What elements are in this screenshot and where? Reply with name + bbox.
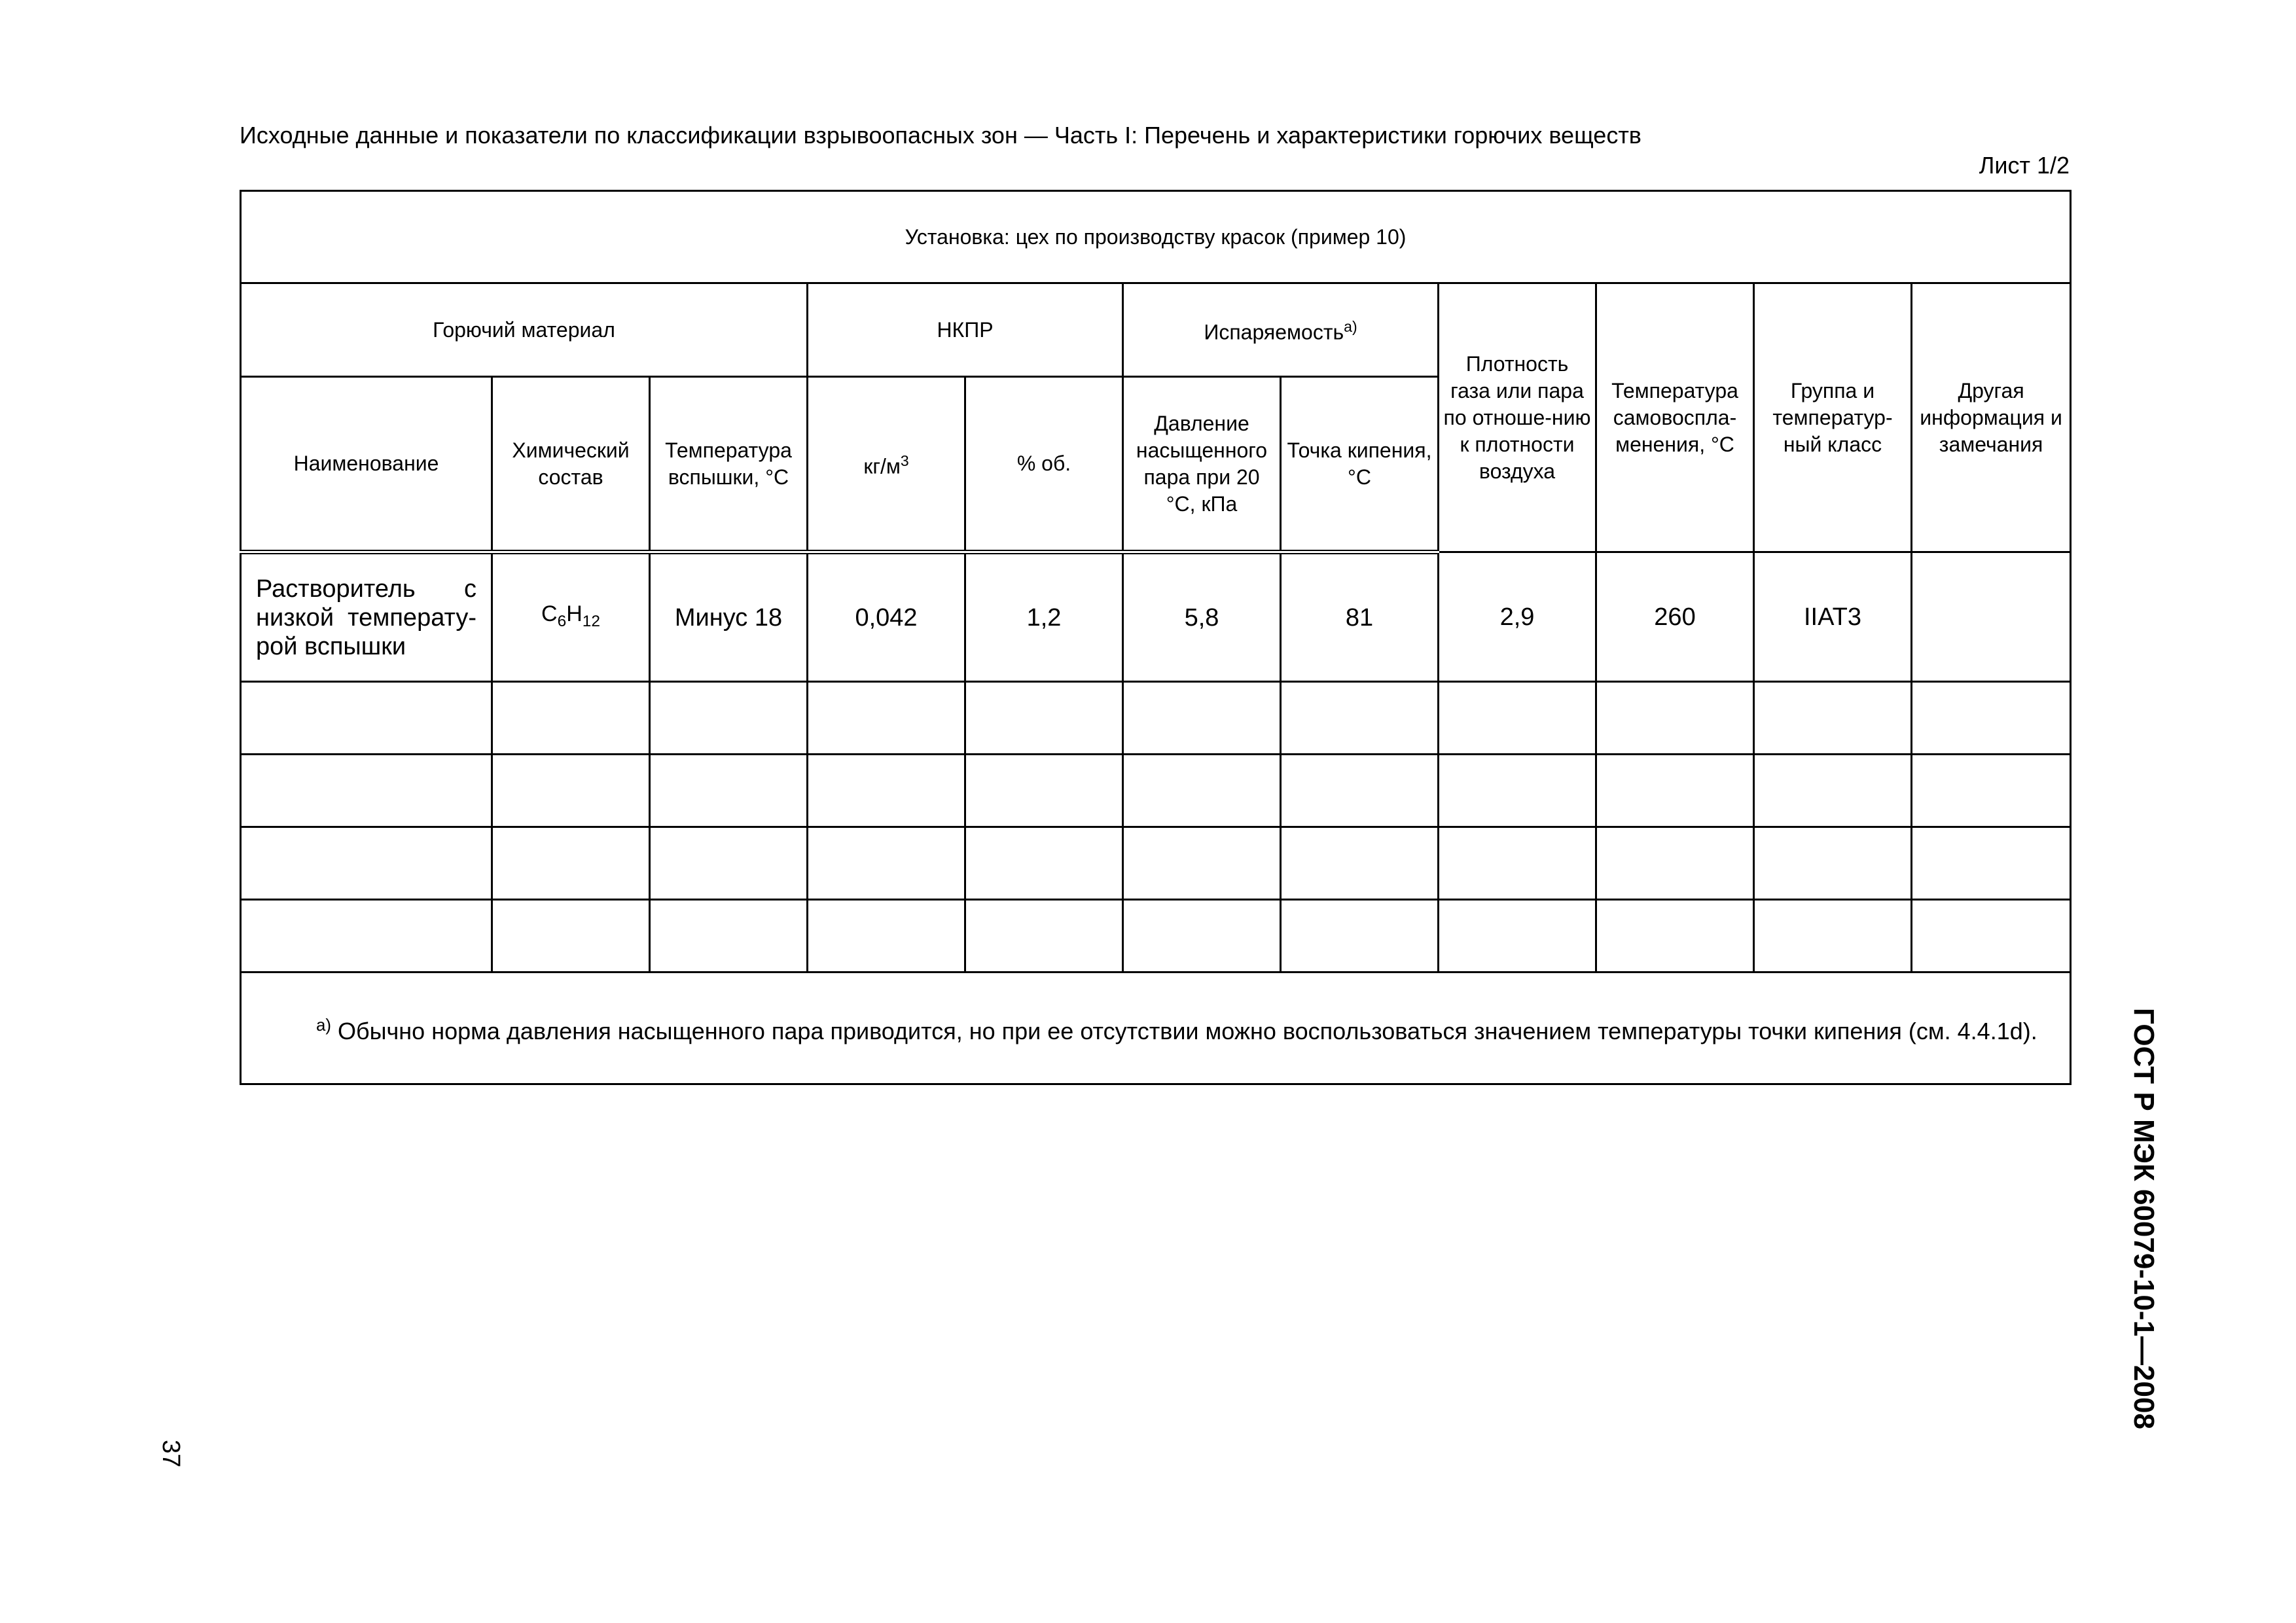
empty-cell xyxy=(1754,682,1912,755)
cell-lel-kg-m3: 0,042 xyxy=(808,552,965,682)
empty-cell xyxy=(1281,755,1439,827)
table-row xyxy=(241,682,2071,755)
page-number: 37 xyxy=(157,1440,185,1468)
empty-cell xyxy=(241,900,492,972)
header-autoignition-temperature: Температура самовоспла-менения, °С xyxy=(1596,283,1754,552)
table-row xyxy=(241,552,2071,682)
cell-flash-point: Минус 18 xyxy=(650,552,808,682)
empty-cell xyxy=(808,755,965,827)
footnote xyxy=(241,972,2071,1084)
empty-cell xyxy=(965,755,1123,827)
sheet-number: Лист 1/2 xyxy=(1979,152,2070,179)
footnote-mark: a) xyxy=(316,1016,332,1035)
header-vapor-pressure: Давление насыщенного пара при 20 °С, кПа xyxy=(1123,377,1281,552)
table-row xyxy=(241,827,2071,900)
formula-h-subscript: 12 xyxy=(582,612,600,630)
empty-cell xyxy=(1754,900,1912,972)
empty-cell xyxy=(650,827,808,900)
empty-cell xyxy=(1439,755,1596,827)
header-other-info: Другая информация и замечания xyxy=(1912,283,2071,552)
empty-cell xyxy=(808,682,965,755)
footnote-mark: a) xyxy=(1344,318,1357,336)
empty-cell xyxy=(241,827,492,900)
table-row xyxy=(241,900,2071,972)
empty-cell xyxy=(1596,900,1754,972)
empty-cell xyxy=(492,682,650,755)
header-flammable-material: Горючий материал xyxy=(241,283,808,377)
footnote-text: Обычно норма давления насыщенного пара приводится, но при ее отсутствии можно воспользоваться значением температуры точки кипения (см. 4.4.1d). xyxy=(331,1017,2037,1044)
empty-cell xyxy=(1596,682,1754,755)
empty-cell xyxy=(492,755,650,827)
header-flash-point: Температура вспышки, °С xyxy=(650,377,808,552)
empty-cell xyxy=(965,682,1123,755)
cell-relative-density: 2,9 xyxy=(1439,552,1596,682)
empty-cell xyxy=(1123,900,1281,972)
cell-other-info xyxy=(1912,552,2071,682)
cell-chemical-formula xyxy=(492,552,650,682)
header-group-temperature-class: Группа и температур-ный класс xyxy=(1754,283,1912,552)
formula-c-subscript: 6 xyxy=(557,612,567,630)
header-lel-percent-volume: % об. xyxy=(965,377,1123,552)
empty-cell xyxy=(1912,900,2071,972)
empty-cell xyxy=(1281,900,1439,972)
installation-cell: Установка: цех по производству красок (пример 10) xyxy=(241,191,2071,283)
header-relative-density: Плотность газа или пара по отноше-нию к плотности воздуха xyxy=(1439,283,1596,552)
formula-c: C xyxy=(541,601,558,626)
header-chemical-composition: Химический состав xyxy=(492,377,650,552)
cell-group-class: IIAT3 xyxy=(1754,552,1912,682)
empty-cell xyxy=(241,682,492,755)
empty-cell xyxy=(1596,827,1754,900)
document-title: Исходные данные и показатели по классификации взрывоопасных зон — Часть I: Перечень и характеристики горючих веществ xyxy=(240,122,1641,149)
standard-designation: ГОСТ Р МЭК 60079-10-1—2008 xyxy=(2128,1008,2160,1429)
empty-cell xyxy=(965,827,1123,900)
table-row xyxy=(241,755,2071,827)
empty-cell xyxy=(1439,827,1596,900)
empty-cell xyxy=(1912,827,2071,900)
formula-h: H xyxy=(566,601,583,626)
cell-autoignition-temperature: 260 xyxy=(1596,552,1754,682)
footnote-text-block xyxy=(251,1012,2060,1045)
header-lel-kg-m3 xyxy=(808,377,965,552)
empty-cell xyxy=(241,755,492,827)
empty-cell xyxy=(650,755,808,827)
empty-cell xyxy=(650,900,808,972)
empty-cell xyxy=(1281,827,1439,900)
header-volatility xyxy=(1123,283,1439,377)
empty-cell xyxy=(965,900,1123,972)
empty-cell xyxy=(1596,755,1754,827)
empty-cell xyxy=(808,900,965,972)
unit-exponent: 3 xyxy=(900,452,909,469)
empty-cell xyxy=(650,682,808,755)
cell-lel-percent: 1,2 xyxy=(965,552,1123,682)
header-name: Наименование xyxy=(241,377,492,552)
empty-cell xyxy=(1439,900,1596,972)
empty-cell xyxy=(1281,682,1439,755)
empty-cell xyxy=(1754,755,1912,827)
empty-cell xyxy=(1439,682,1596,755)
empty-cell xyxy=(1912,682,2071,755)
header-volatility-label: Испаряемость xyxy=(1204,320,1344,344)
flammable-substances-table xyxy=(240,190,2072,1085)
empty-cell xyxy=(492,900,650,972)
cell-name: Растворитель с низкой температу-рой вспышки xyxy=(241,552,492,682)
empty-cell xyxy=(808,827,965,900)
empty-cell xyxy=(1912,755,2071,827)
empty-cell xyxy=(1754,827,1912,900)
empty-cell xyxy=(1123,682,1281,755)
unit-kg-m: кг/м xyxy=(863,454,901,478)
empty-cell xyxy=(492,827,650,900)
cell-boiling-point: 81 xyxy=(1281,552,1439,682)
cell-vapor-pressure: 5,8 xyxy=(1123,552,1281,682)
header-boiling-point: Точка кипения, °С xyxy=(1281,377,1439,552)
header-lel: НКПР xyxy=(808,283,1123,377)
empty-cell xyxy=(1123,755,1281,827)
empty-cell xyxy=(1123,827,1281,900)
